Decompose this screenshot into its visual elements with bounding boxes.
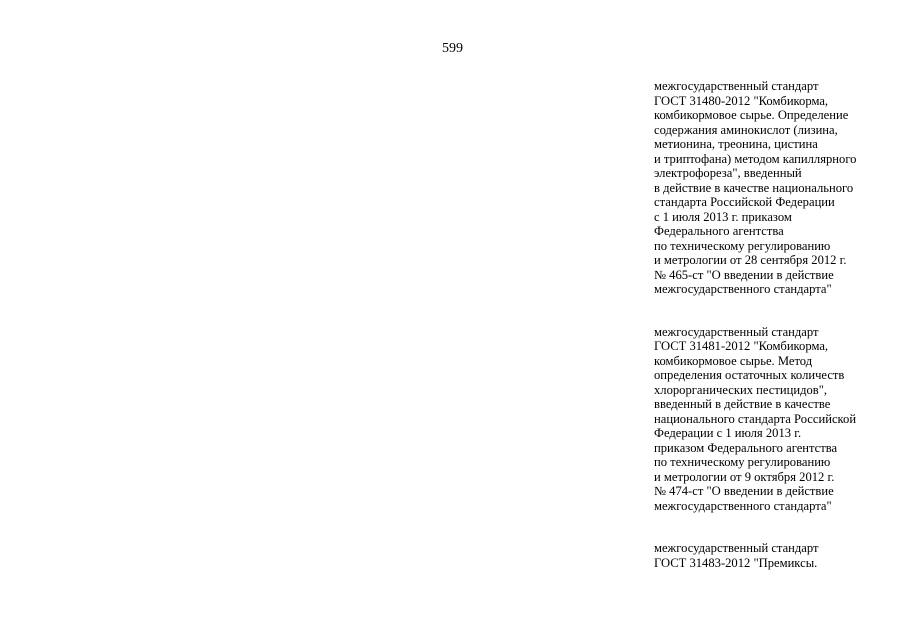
- text-line: приказом Федерального агентства: [654, 440, 838, 455]
- text-line: метионина, треонина, цистина: [654, 137, 818, 151]
- text-line: введенный в действие в качестве: [654, 397, 831, 411]
- text-line: национального стандарта Российской: [654, 411, 857, 426]
- text-line: комбикормовое сырье. Определение: [654, 108, 849, 122]
- standard-entry-3: [654, 541, 894, 570]
- text-line: ГОСТ 31481-2012 "Комбикорма,: [654, 339, 829, 353]
- text-line: комбикормовое сырье. Метод: [654, 353, 813, 368]
- text-line: межгосударственный стандарт: [654, 541, 819, 555]
- text-line: электрофореза", введенный: [654, 166, 802, 180]
- text-column: [654, 79, 894, 598]
- text-line: межгосударственного стандарта": [654, 282, 832, 296]
- text-line: ГОСТ 31480-2012 "Комбикорма,: [654, 93, 829, 108]
- text-line: по техническому регулированию: [654, 455, 831, 469]
- text-line: хлорорганических пестицидов",: [654, 382, 828, 397]
- text-line: и метрологии от 9 октября 2012 г.: [654, 469, 835, 484]
- text-line: и триптофана) методом капиллярного: [654, 151, 857, 166]
- text-line: определения остаточных количеств: [654, 368, 845, 382]
- text-line: межгосударственный стандарт: [654, 324, 819, 339]
- text-line: Федерации с 1 июля 2013 г.: [654, 426, 802, 440]
- text-line: № 465-ст "О введении в действие: [654, 267, 834, 282]
- page-number: 599: [442, 41, 463, 56]
- text-line: № 474-ст "О введении в действие: [654, 484, 834, 498]
- text-line: и метрологии от 28 сентября 2012 г.: [654, 253, 847, 267]
- text-line: с 1 июля 2013 г. приказом: [654, 209, 792, 224]
- text-line: стандарта Российской Федерации: [654, 195, 835, 209]
- text-line: по техническому регулированию: [654, 238, 831, 253]
- standard-entry-1: [654, 79, 894, 297]
- text-line: ГОСТ 31483-2012 "Премиксы.: [654, 555, 818, 570]
- text-line: в действие в качестве национального: [654, 180, 854, 195]
- text-line: Федерального агентства: [654, 224, 784, 238]
- standard-entry-2: [654, 325, 894, 514]
- text-line: межгосударственного стандарта": [654, 498, 832, 513]
- text-line: межгосударственный стандарт: [654, 79, 819, 93]
- text-line: содержания аминокислот (лизина,: [654, 122, 838, 137]
